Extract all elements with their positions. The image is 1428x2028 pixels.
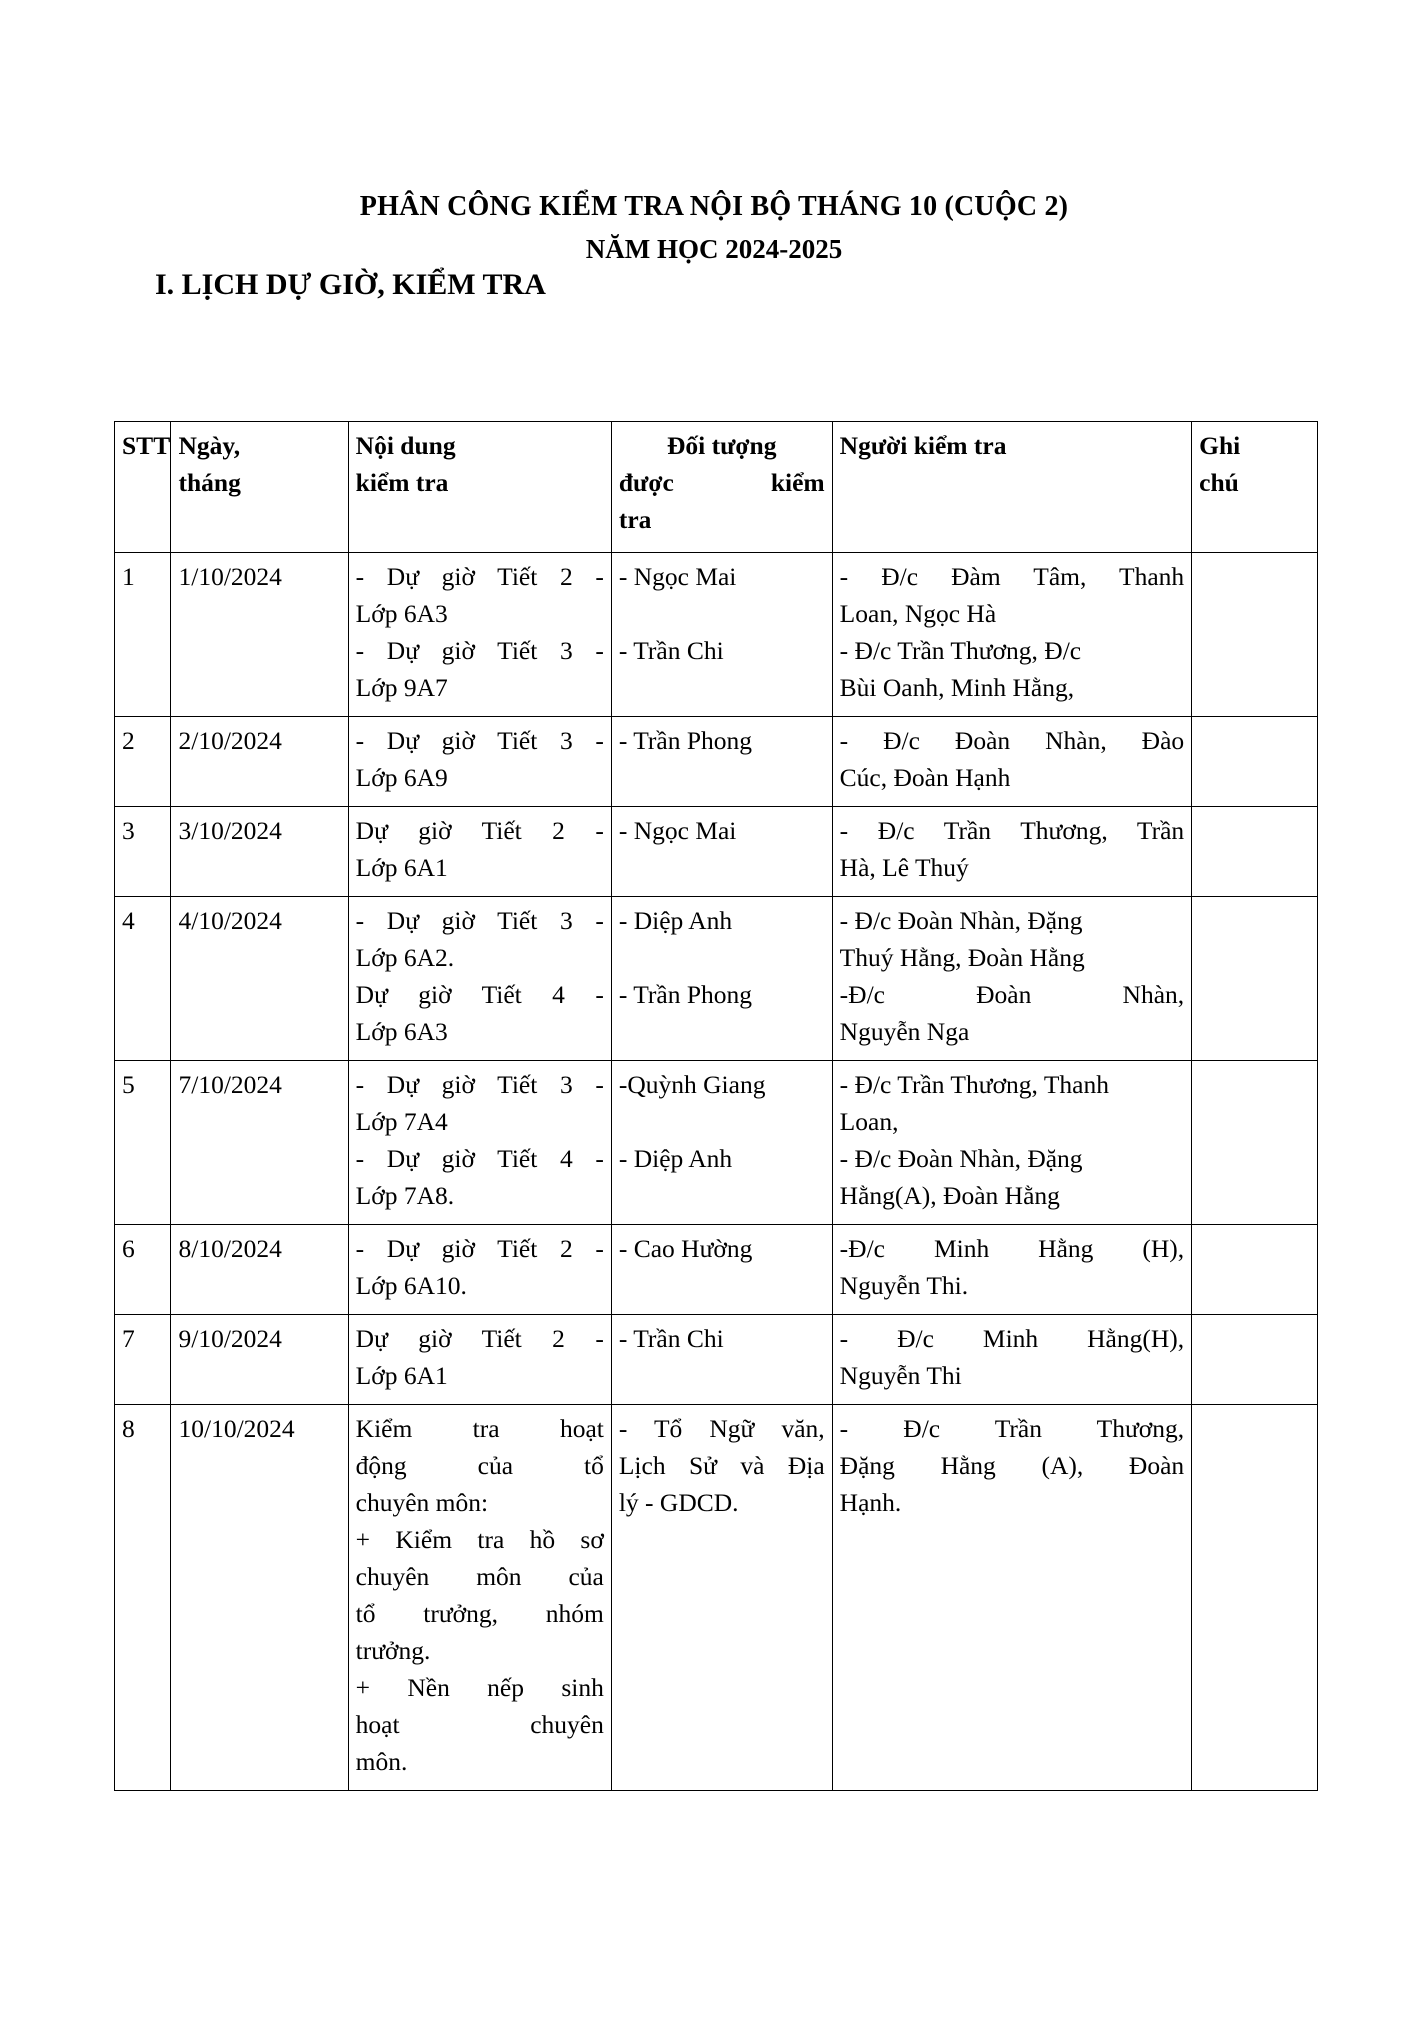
cell-checker xyxy=(832,553,1191,717)
cell-date xyxy=(171,553,348,717)
cell-checker-line: - Đ/c Đoàn Nhàn, Đặng xyxy=(839,906,1083,935)
cell-target-line: - Ngọc Mai xyxy=(618,816,737,845)
cell-checker-line: -Đ/c Minh Hằng (H), xyxy=(839,1234,1185,1263)
cell-content-line: Lớp 6A9 xyxy=(355,763,448,792)
cell-note xyxy=(1192,807,1318,897)
table-body xyxy=(115,553,1318,1791)
cell-checker xyxy=(832,1061,1191,1225)
cell-content-line: - Dự giờ Tiết 3 - xyxy=(355,726,604,755)
cell-date xyxy=(171,1225,348,1315)
cell-date xyxy=(171,717,348,807)
column-header-date-line1: Ngày, xyxy=(178,431,241,460)
cell-date-value: 9/10/2024 xyxy=(178,1324,282,1353)
cell-content xyxy=(348,807,611,897)
cell-content-line: chuyên môn của xyxy=(355,1562,604,1591)
table-row xyxy=(115,1225,1318,1315)
column-header-content xyxy=(348,422,611,553)
cell-checker xyxy=(832,717,1191,807)
table-header-row xyxy=(115,422,1318,553)
document-title-block xyxy=(0,186,1428,270)
cell-content-line: + Nền nếp sinh xyxy=(355,1673,604,1702)
cell-date-value: 4/10/2024 xyxy=(178,906,282,935)
table-row xyxy=(115,717,1318,807)
cell-checker-line: Hằng(A), Đoàn Hằng xyxy=(839,1181,1060,1210)
cell-content-line: môn. xyxy=(355,1747,408,1776)
cell-date xyxy=(171,897,348,1061)
cell-target-spacer xyxy=(619,939,825,976)
cell-content-line: Dự giờ Tiết 2 - xyxy=(355,1324,604,1353)
cell-content-line: hoạt chuyên xyxy=(355,1710,604,1739)
cell-content xyxy=(348,1315,611,1405)
cell-target xyxy=(611,1405,832,1791)
column-header-note-line1: Ghi xyxy=(1199,431,1241,460)
cell-target xyxy=(611,1061,832,1225)
cell-content-line: Lớp 6A2. xyxy=(355,943,455,972)
cell-date-value: 3/10/2024 xyxy=(178,816,282,845)
cell-checker-line: - Đ/c Trần Thương, Đ/c xyxy=(839,636,1082,665)
cell-stt: 6 xyxy=(115,1225,171,1315)
table-row xyxy=(115,807,1318,897)
cell-content-line: - Dự giờ Tiết 3 - xyxy=(355,1070,604,1099)
table-row xyxy=(115,553,1318,717)
cell-content-line: Lớp 6A3 xyxy=(355,599,448,628)
cell-checker-line: Nguyễn Thi. xyxy=(839,1271,969,1300)
cell-checker-line: Thuý Hằng, Đoàn Hằng xyxy=(839,943,1085,972)
cell-content-line: - Dự giờ Tiết 2 - xyxy=(355,1234,604,1263)
cell-date-value: 10/10/2024 xyxy=(178,1414,295,1443)
cell-checker xyxy=(832,1225,1191,1315)
cell-content xyxy=(348,897,611,1061)
cell-checker-line: - Đ/c Trần Thương, Thanh xyxy=(839,1070,1109,1099)
cell-target xyxy=(611,807,832,897)
cell-checker-line: Nguyễn Nga xyxy=(839,1017,970,1046)
column-header-target-line3: tra xyxy=(618,505,652,534)
cell-checker-line: - Đ/c Đàm Tâm, Thanh xyxy=(839,562,1185,591)
cell-checker-line: Cúc, Đoàn Hạnh xyxy=(839,763,1011,792)
column-header-date-line2: tháng xyxy=(178,468,241,497)
table-row xyxy=(115,1061,1318,1225)
cell-checker-line: Hà, Lê Thuý xyxy=(839,853,969,882)
cell-note xyxy=(1192,1315,1318,1405)
cell-checker-line: Loan, Ngọc Hà xyxy=(839,599,997,628)
table-header xyxy=(115,422,1318,553)
cell-target-line: -Quỳnh Giang xyxy=(618,1070,766,1099)
cell-target xyxy=(611,553,832,717)
column-header-stt-label: STT xyxy=(122,431,171,460)
cell-content-line: - Dự giờ Tiết 3 - xyxy=(355,636,604,665)
table-row xyxy=(115,1405,1318,1791)
cell-content-line: + Kiểm tra hồ sơ xyxy=(355,1525,604,1554)
column-header-target-line1: Đối tượng xyxy=(667,431,777,460)
cell-checker-line: Loan, xyxy=(839,1107,899,1136)
cell-date xyxy=(171,1061,348,1225)
cell-content-line: - Dự giờ Tiết 2 - xyxy=(355,562,604,591)
cell-note xyxy=(1192,897,1318,1061)
cell-stt: 7 xyxy=(115,1315,171,1405)
cell-target-line: - Cao Hường xyxy=(618,1234,753,1263)
cell-target-line: - Trần Chi xyxy=(618,636,724,665)
table-row xyxy=(115,1315,1318,1405)
document-title-line-2: NĂM HỌC 2024-2025 xyxy=(585,234,843,264)
table-row xyxy=(115,897,1318,1061)
cell-content-line: động của tổ xyxy=(355,1451,604,1480)
cell-checker xyxy=(832,807,1191,897)
cell-target-line: - Trần Phong xyxy=(618,726,753,755)
cell-checker-line: - Đ/c Trần Thương, Trần xyxy=(839,816,1185,845)
cell-stt: 4 xyxy=(115,897,171,1061)
cell-note xyxy=(1192,1061,1318,1225)
cell-checker xyxy=(832,897,1191,1061)
cell-target xyxy=(611,897,832,1061)
column-header-checker xyxy=(832,422,1191,553)
cell-content xyxy=(348,1405,611,1791)
cell-content-line: Dự giờ Tiết 4 - xyxy=(355,980,604,1009)
cell-content-line: Lớp 6A10. xyxy=(355,1271,467,1300)
cell-content-line: Dự giờ Tiết 2 - xyxy=(355,816,604,845)
cell-content-line: Lớp 6A3 xyxy=(355,1017,448,1046)
cell-target-line: Lịch Sử và Địa xyxy=(618,1451,825,1480)
cell-note xyxy=(1192,1225,1318,1315)
column-header-stt xyxy=(115,422,171,553)
cell-content-line: tổ trưởng, nhóm xyxy=(355,1599,604,1628)
cell-content-line: Lớp 7A4 xyxy=(355,1107,448,1136)
section-heading: I. LỊCH DỰ GIỜ, KIỂM TRA xyxy=(155,268,546,301)
column-header-note xyxy=(1192,422,1318,553)
cell-date-value: 2/10/2024 xyxy=(178,726,282,755)
column-header-content-line2: kiểm tra xyxy=(355,468,449,497)
cell-stt: 3 xyxy=(115,807,171,897)
cell-note xyxy=(1192,717,1318,807)
cell-date-value: 7/10/2024 xyxy=(178,1070,282,1099)
cell-stt: 1 xyxy=(115,553,171,717)
cell-date xyxy=(171,1315,348,1405)
cell-stt: 5 xyxy=(115,1061,171,1225)
cell-content xyxy=(348,1061,611,1225)
cell-content-line: - Dự giờ Tiết 4 - xyxy=(355,1144,604,1173)
cell-checker xyxy=(832,1315,1191,1405)
cell-content-line: Lớp 6A1 xyxy=(355,1361,448,1390)
column-header-content-line1: Nội dung xyxy=(355,431,456,460)
cell-target-spacer xyxy=(619,1103,825,1140)
cell-target xyxy=(611,717,832,807)
cell-checker-line: - Đ/c Đoàn Nhàn, Đào xyxy=(839,726,1185,755)
cell-checker-line: - Đ/c Trần Thương, xyxy=(839,1414,1185,1443)
cell-checker-line: -Đ/c Đoàn Nhàn, xyxy=(839,980,1185,1009)
cell-date-value: 1/10/2024 xyxy=(178,562,282,591)
cell-date xyxy=(171,807,348,897)
cell-checker xyxy=(832,1405,1191,1791)
cell-content-line: - Dự giờ Tiết 3 - xyxy=(355,906,604,935)
cell-checker-line: Đặng Hằng (A), Đoàn xyxy=(839,1451,1185,1480)
cell-content-line: Lớp 9A7 xyxy=(355,673,448,702)
cell-checker-line: - Đ/c Đoàn Nhàn, Đặng xyxy=(839,1144,1083,1173)
cell-content-line: trưởng. xyxy=(355,1636,431,1665)
cell-target-line: - Tổ Ngữ văn, xyxy=(618,1414,825,1443)
cell-date-value: 8/10/2024 xyxy=(178,1234,282,1263)
cell-target xyxy=(611,1315,832,1405)
cell-stt: 2 xyxy=(115,717,171,807)
cell-content xyxy=(348,1225,611,1315)
cell-date xyxy=(171,1405,348,1791)
cell-target-line: - Diệp Anh xyxy=(618,906,733,935)
cell-content-line: Lớp 7A8. xyxy=(355,1181,455,1210)
cell-content-line: Kiểm tra hoạt xyxy=(355,1414,604,1443)
cell-checker-line: Hạnh. xyxy=(839,1488,902,1517)
cell-target-line: - Ngọc Mai xyxy=(618,562,737,591)
cell-content xyxy=(348,553,611,717)
cell-stt: 8 xyxy=(115,1405,171,1791)
column-header-checker-label: Người kiểm tra xyxy=(839,431,1007,460)
cell-target-line: - Trần Phong xyxy=(618,980,753,1009)
column-header-target xyxy=(611,422,832,553)
cell-note xyxy=(1192,1405,1318,1791)
column-header-note-line2: chú xyxy=(1199,468,1239,497)
column-header-date xyxy=(171,422,348,553)
cell-target-line: lý - GDCD. xyxy=(618,1488,739,1517)
document-title-line-1: PHÂN CÔNG KIỂM TRA NỘI BỘ THÁNG 10 (CUỘC 2) xyxy=(359,191,1069,222)
column-header-target-line2: được kiểm xyxy=(618,468,825,497)
cell-checker-line: Bùi Oanh, Minh Hằng, xyxy=(839,673,1075,702)
cell-checker-line: - Đ/c Minh Hằng(H), xyxy=(839,1324,1185,1353)
schedule-table xyxy=(114,421,1318,1791)
cell-target-line: - Diệp Anh xyxy=(618,1144,733,1173)
cell-content-line: chuyên môn: xyxy=(355,1488,489,1517)
cell-content-line: Lớp 6A1 xyxy=(355,853,448,882)
cell-target xyxy=(611,1225,832,1315)
cell-target-line: - Trần Chi xyxy=(618,1324,724,1353)
cell-note xyxy=(1192,553,1318,717)
cell-checker-line: Nguyễn Thi xyxy=(839,1361,962,1390)
cell-target-spacer xyxy=(619,595,825,632)
cell-content xyxy=(348,717,611,807)
schedule-table-wrapper xyxy=(114,421,1318,1791)
